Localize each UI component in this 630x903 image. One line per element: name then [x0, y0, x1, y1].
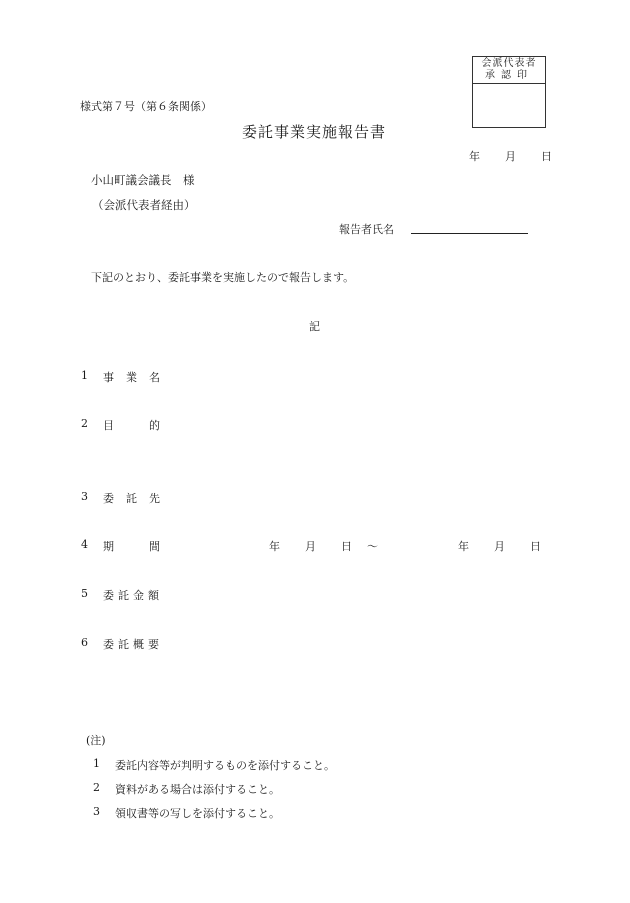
via-note: （会派代表者経由） — [92, 198, 196, 212]
item-number: 3 — [81, 490, 88, 503]
item-label-char: 先 — [149, 492, 160, 505]
document-title: 委託事業実施報告書 — [242, 123, 387, 141]
item-label-char: 名 — [149, 371, 160, 384]
item-number: 2 — [81, 417, 88, 430]
item-label-char: 間 — [149, 540, 160, 553]
approval-stamp-box — [472, 56, 546, 128]
item-label-char: 委 — [103, 638, 114, 651]
item-label-char: 託 — [126, 492, 137, 505]
reporter-name-field[interactable] — [411, 233, 528, 234]
item-number: 5 — [81, 587, 88, 600]
item-label-char: 委 — [103, 589, 114, 602]
item-label-char: 概 — [133, 638, 144, 651]
item-number: 6 — [81, 636, 88, 649]
date-day-label: 日 — [541, 150, 552, 163]
item-label-char: 事 — [103, 371, 114, 384]
period-start-year-label: 年 — [269, 540, 280, 553]
date-year-label: 年 — [469, 150, 480, 163]
item-label-char: 委 — [103, 492, 114, 505]
note-number: 3 — [93, 805, 100, 818]
period-start-day-label: 日 — [341, 540, 352, 553]
item-label-char: 期 — [103, 540, 114, 553]
addressee: 小山町議会議長 様 — [91, 173, 195, 187]
period-end-day-label: 日 — [530, 540, 541, 553]
period-tilde: 〜 — [367, 540, 378, 553]
item-label-char: 要 — [148, 638, 159, 651]
notes-heading: (注) — [86, 734, 106, 747]
note-text: 領収書等の写しを添付すること。 — [115, 807, 280, 820]
stamp-header — [473, 57, 545, 84]
item-label-char: 託 — [118, 589, 129, 602]
item-label-char: 的 — [149, 419, 160, 432]
period-start-month-label: 月 — [305, 540, 316, 553]
ki-heading: 記 — [309, 320, 320, 333]
stamp-label-line1: 会派代表者 — [481, 58, 537, 69]
item-label-char: 業 — [126, 371, 137, 384]
period-end-month-label: 月 — [494, 540, 505, 553]
item-number: 4 — [81, 538, 88, 551]
note-number: 1 — [93, 757, 100, 770]
item-number: 1 — [81, 369, 88, 382]
form-number: 様式第７号（第６条関係） — [80, 100, 212, 113]
stamp-label-line2: 承認印 — [485, 70, 533, 81]
period-end-year-label: 年 — [458, 540, 469, 553]
item-label-char: 金 — [133, 589, 144, 602]
intro-text: 下記のとおり、委託事業を実施したので報告します。 — [91, 271, 355, 284]
reporter-name-label: 報告者氏名 — [339, 223, 394, 236]
item-label-char: 額 — [148, 589, 159, 602]
date-month-label: 月 — [505, 150, 516, 163]
note-text: 委託内容等が判明するものを添付すること。 — [115, 759, 335, 772]
note-number: 2 — [93, 781, 100, 794]
item-label-char: 目 — [103, 419, 114, 432]
note-text: 資料がある場合は添付すること。 — [115, 783, 280, 796]
item-label-char: 託 — [118, 638, 129, 651]
